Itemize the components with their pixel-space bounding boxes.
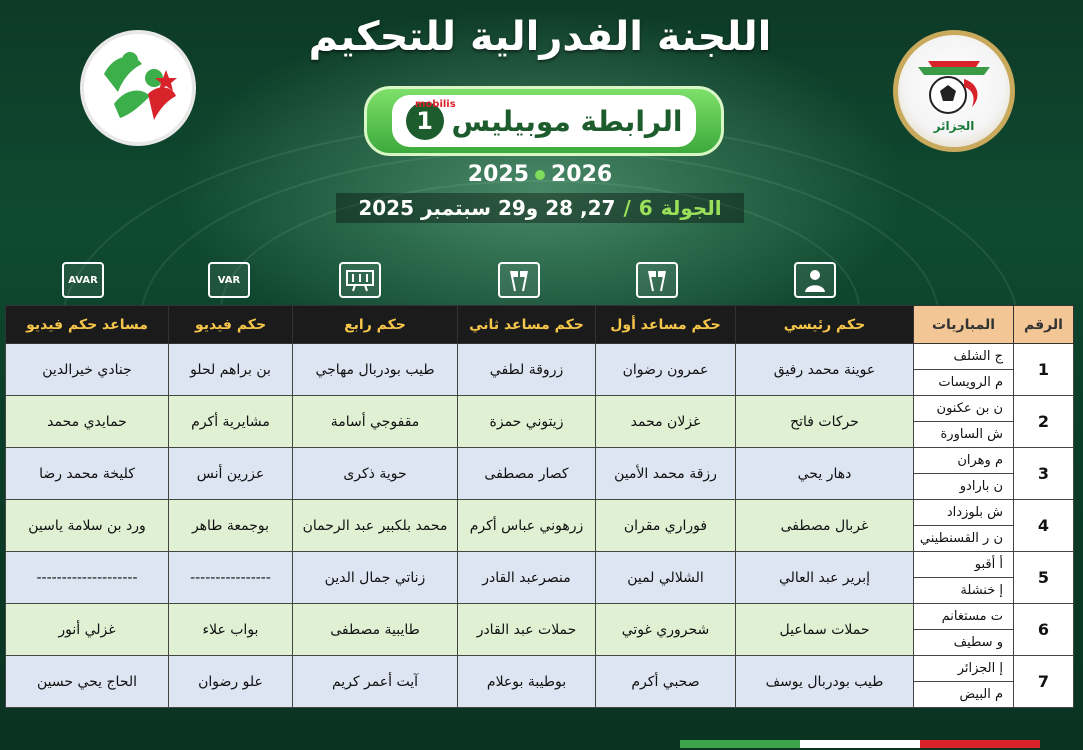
header-cell: مساعد حكم فيديو [6,306,169,344]
round-label: الجولة [660,196,722,220]
league-emblem-icon [84,34,192,142]
table-header-row [6,306,1074,344]
home-team-cell: ن بن عكنون [914,396,1014,422]
flag-stripe-red [920,740,1040,748]
avar-cell: حمايدي محمد [6,396,169,448]
league-name: الرابطة موبيليس [451,104,683,138]
fourth-official-cell: محمد بلكبير عبد الرحمان [293,500,458,552]
var-cell: بواب علاء [169,604,293,656]
avar-cell: كليخة محمد رضا [6,448,169,500]
header-cell: حكم مساعد ثاني [458,306,596,344]
avar-cell: الحاج يحي حسين [6,656,169,708]
avar-icon-label: AVAR [68,274,98,286]
referee-cell: طيب بودربال يوسف [736,656,914,708]
fourth-official-cell: طايبية مصطفى [293,604,458,656]
header-cell: حكم رئيسي [736,306,914,344]
var-cell: علو رضوان [169,656,293,708]
assistant2-cell: زروقة لطفي [458,344,596,396]
season-dot [535,170,545,180]
header-cell: المباريات [914,306,1014,344]
var-icon [208,262,250,298]
match-number-cell: 2 [1014,396,1074,448]
assistant2-cell: زيتوني حمزة [458,396,596,448]
match-number-cell: 1 [1014,344,1074,396]
home-team-cell: إ الجزائر [914,656,1014,682]
away-team-cell: ن بارادو [914,474,1014,500]
season-end: 2026 [551,162,613,187]
assistant2-cell: بوطيبة بوعلام [458,656,596,708]
flag-stripe-green [680,740,800,748]
round-separator: / [623,196,631,220]
avar-cell: -------------------- [6,552,169,604]
match-number-cell: 5 [1014,552,1074,604]
header-cell: حكم فيديو [169,306,293,344]
table-row [6,396,1074,422]
referee-cell: إبرير عبد العالي [736,552,914,604]
round-dates: 27, 28 و29 سبتمبر 2025 [358,196,616,220]
assistant1-cell: فوراري مقران [596,500,736,552]
var-cell: عزرين أنس [169,448,293,500]
table-row [6,604,1074,630]
round-info [336,193,744,223]
league-badge [364,86,724,156]
match-number-cell: 4 [1014,500,1074,552]
federation-label: الجزائر [933,119,975,133]
var-cell: بوجمعة طاهر [169,500,293,552]
var-icon-label: VAR [217,274,241,286]
avar-cell: ورد بن سلامة ياسين [6,500,169,552]
away-team-cell: ن ر القسنطيني [914,526,1014,552]
assistant2-cell: منصرعبد القادر [458,552,596,604]
var-cell: مشايرية أكرم [169,396,293,448]
match-number-cell: 3 [1014,448,1074,500]
assistant1-cell: الشلالي لمين [596,552,736,604]
avar-icon [62,262,104,298]
var-cell: بن براهم لحلو [169,344,293,396]
table-row [6,500,1074,526]
away-team-cell: إ خنشلة [914,578,1014,604]
avar-cell: غزلي أنور [6,604,169,656]
brand-label: mobilis [415,99,456,110]
fourth-official-cell: مقفوجي أسامة [293,396,458,448]
table-row [6,656,1074,682]
season-label [440,162,640,187]
fourth-official-cell: آيت أعمر كريم [293,656,458,708]
assistant1-cell: صحبي أكرم [596,656,736,708]
away-team-cell: ش الساورة [914,422,1014,448]
page-title: اللجنة الفدرالية للتحكيم [308,14,772,60]
referee-cell: غربال مصطفى [736,500,914,552]
league-number: 1 [406,102,444,140]
fourth-official-cell: طيب بودربال مهاجي [293,344,458,396]
away-team-cell: م الرويسات [914,370,1014,396]
flag-icon [498,262,540,298]
assignments-table [5,305,1074,708]
referee-cell: حركات فاتح [736,396,914,448]
table-row [6,448,1074,474]
away-team-cell: م البيض [914,682,1014,708]
league-logo [80,30,196,146]
table-row [6,344,1074,370]
referee-cell: حملات سماعيل [736,604,914,656]
flag-stripe [680,740,1040,748]
assistant1-cell: عمرون رضوان [596,344,736,396]
table-row [6,552,1074,578]
match-number-cell: 6 [1014,604,1074,656]
home-team-cell: أ أقبو [914,552,1014,578]
federation-logo [893,30,1015,152]
header-cell: الرقم [1014,306,1074,344]
assistant1-cell: رزقة محمد الأمين [596,448,736,500]
fourth-official-cell: زناتي جمال الدين [293,552,458,604]
referee-icon [794,262,836,298]
var-cell: ---------------- [169,552,293,604]
federation-emblem-icon [898,39,1010,119]
referee-cell: عوينة محمد رفيق [736,344,914,396]
assistant2-cell: حملات عبد القادر [458,604,596,656]
role-icons-row [0,262,1083,302]
season-start: 2025 [467,162,529,187]
away-team-cell: و سطيف [914,630,1014,656]
flag-icon [636,262,678,298]
match-number-cell: 7 [1014,656,1074,708]
assistant2-cell: كصار مصطفى [458,448,596,500]
flag-stripe-white [800,740,920,748]
header-cell: حكم مساعد أول [596,306,736,344]
assistant1-cell: غزلان محمد [596,396,736,448]
home-team-cell: ت مستغانم [914,604,1014,630]
home-team-cell: ش بلوزداد [914,500,1014,526]
home-team-cell: م وهران [914,448,1014,474]
home-team-cell: ج الشلف [914,344,1014,370]
assistant1-cell: شحروري غوتي [596,604,736,656]
header-cell: حكم رابع [293,306,458,344]
round-number: 6 [638,196,653,220]
assistant2-cell: زرهوني عباس أكرم [458,500,596,552]
board-icon [339,262,381,298]
fourth-official-cell: حوية ذكرى [293,448,458,500]
avar-cell: جنادي خيرالدين [6,344,169,396]
referee-cell: دهار يحي [736,448,914,500]
